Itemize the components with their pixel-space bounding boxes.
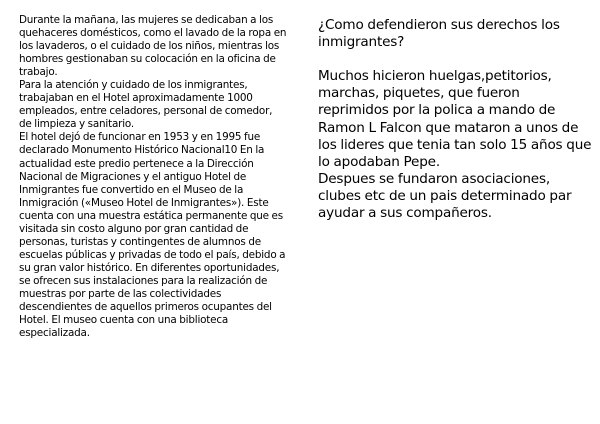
immigrant-rights-answer [318, 17, 593, 222]
answer-paragraph-associations: Despues se fundaron asociaciones, clubes etc de un pais determinado par ayudar a sus compañeros. [318, 170, 572, 222]
answer-paragraph-protests: Muchos hicieron huelgas,petitorios, marchas, piquetes, que fueron reprimidos por la polica a mando de Ramon L Falcon que mataron a unos de los lideres que tenia tan solo 15 años que lo apodaban Pepe. [318, 68, 592, 170]
paragraph-hotel-staff: Para la atención y cuidado de los inmigrantes, trabajaban en el Hotel aproximadamente 1000 empleados, entre celadores, personal de comedor, de limpieza y sanitario. [19, 79, 273, 131]
hotel-history-text [19, 14, 287, 340]
paragraph-daily-life: Durante la mañana, las mujeres se dedicaban a los quehaceres domésticos, como el lavado de la ropa en los lavaderos, o el cuidado de los niños, mientras los hombres gestionaban su colocación en la oficina de trabajo. [19, 14, 287, 79]
question-heading: ¿Como defendieron sus derechos los inmigrantes? [318, 17, 560, 51]
paragraph-museum: El hotel dejó de funcionar en 1953 y en 1995 fue declarado Monumento Histórico Nacional10 En la actualidad este predio pertenece a la Dirección Nacional de Migraciones y el antiguo Hotel de Inmigrantes fue convertido en el Museo de la Inmigración («Museo Hotel de Inmigrantes»). Este cuenta con una muestra estática permanente que es visitada sin costo alguno por gran cantidad de personas, turistas y contingentes de alumnos de escuelas públicas y privadas de todo el país, debido a su gran valor histórico. En diferentes oportunidades, se ofrecen sus instalaciones para la realización de muestras por parte de las colectividades descendientes de aquellos primeros ocupantes del Hotel. El museo cuenta con una biblioteca especializada. [19, 131, 286, 340]
